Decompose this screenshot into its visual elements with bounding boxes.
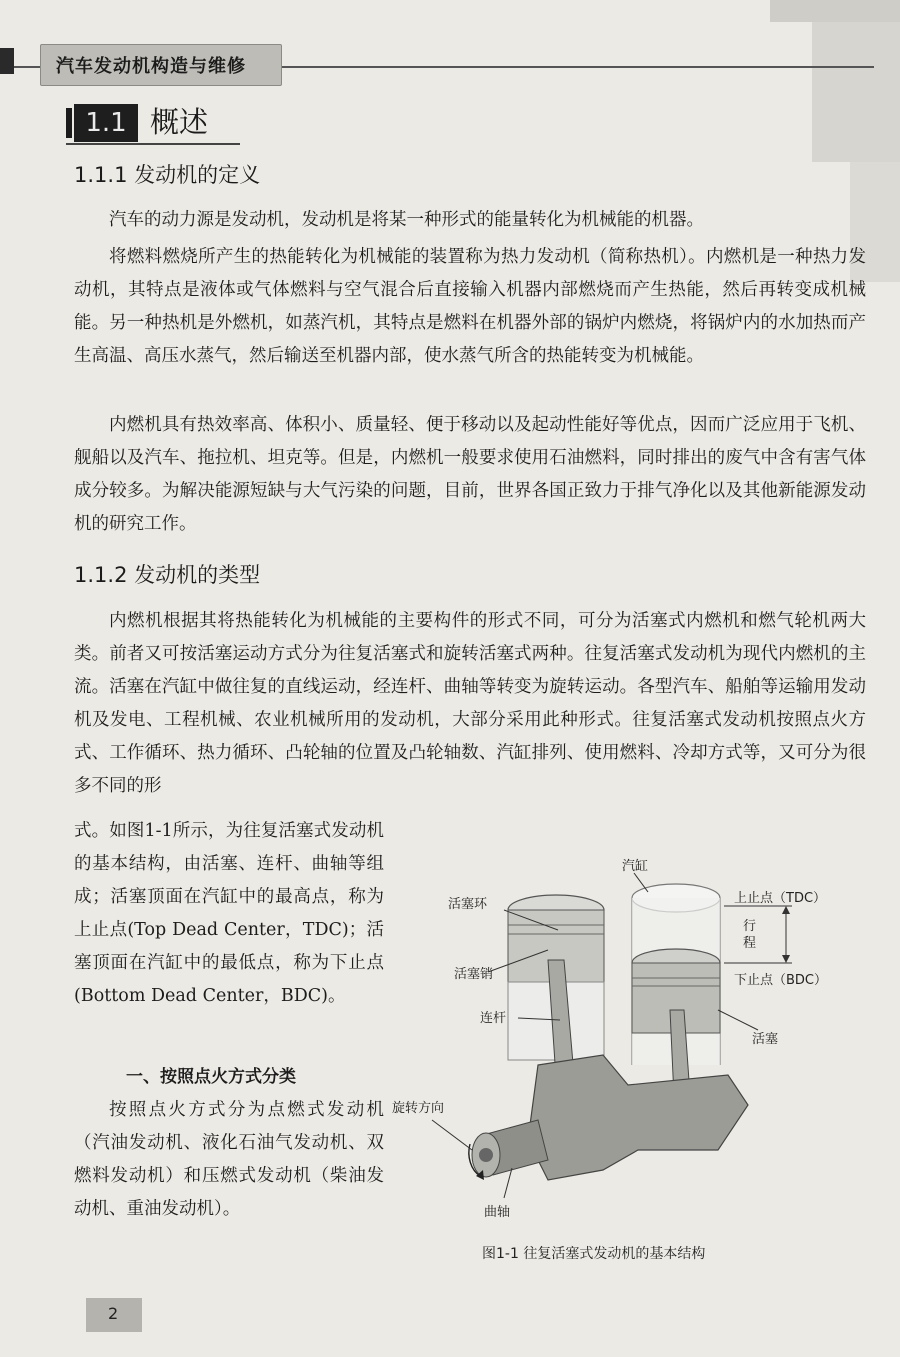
paragraph-left: 式。如图1-1所示，为往复活塞式发动机的基本结构，由活塞、连杆、曲轴等组成；活塞顶面在汽缸中的最高点，称为上止点(Top Dead Center，TDC)；活塞顶面在汽缸中的最低点，称为下止点(Bottom Dead Center，BDC)。 [74,821,384,1006]
section-bar [66,108,72,138]
subsection-title-types: 1.1.2 发动机的类型 [74,563,261,587]
label-cylinder: 汽缸 [622,859,649,874]
paragraph-left: 按照点火方式分为点燃式发动机（汽油发动机、液化石油气发动机、双燃料发动机）和压燃式发动机（柴油发动机、重油发动机）。 [74,1100,384,1219]
label-piston-ring: 活塞环 [448,897,488,912]
header-mark [0,48,14,74]
section-title: 概述 [150,105,209,139]
engine-structure-figure [388,850,868,1260]
arrow-up [782,906,790,914]
label-rod: 连杆 [480,1011,507,1026]
leader-line [718,1010,758,1030]
leader-line [432,1120,472,1150]
decor-block [812,22,900,162]
section-underline [66,143,240,145]
paragraph: 汽车的动力源是发动机，发动机是将某一种形式的能量转化为机械能的机器。 [109,210,704,230]
paragraph: 将燃料燃烧所产生的热能转化为机械能的装置称为热力发动机（简称热机）。内燃机是一种热力发动机，其特点是液体或气体燃料与空气混合后直接输入机器内部燃烧而产生热能，然后再转变成机械能。另一种热机是外燃机，如蒸汽机，其特点是燃料在机器外部的锅炉内燃烧，将锅炉内的水加热而产生高温、高压水蒸气，然后输送至机器内部，使水蒸气所含的热能转变为机械能。 [74,247,866,366]
arrow-down [782,955,790,963]
label-bdc: 下止点（BDC） [734,973,828,988]
heading-ignition: 一、按照点火方式分类 [126,1067,296,1087]
paragraph: 内燃机根据其将热能转化为机械能的主要构件的形式不同，可分为活塞式内燃机和燃气轮机两大类。前者又可按活塞运动方式分为往复活塞式和旋转活塞式两种。往复活塞式发动机为现代内燃机的主流。活塞在汽缸中做往复的直线运动，经连杆、曲轴等转变为旋转运动。各型汽车、船舶等运输用发动机及发电、工程机械、农业机械所用的发动机，大部分采用此种形式。往复活塞式发动机按照点火方式、工作循环、热力循环、凸轮轴的位置及凸轮轴数、汽缸排列、使用燃料、冷却方式等，又可分为很多不同的形 [74,611,866,796]
figure-caption: 图1-1 往复活塞式发动机的基本结构 [482,1246,706,1262]
book-title: 汽车发动机构造与维修 [56,56,246,77]
label-stroke-1: 行 [743,919,757,934]
decor-block [770,0,900,22]
label-piston: 活塞 [752,1032,779,1047]
leader-line [504,1168,512,1198]
label-piston-pin: 活塞销 [454,967,494,982]
section-number: 1.1 [74,104,138,142]
crankshaft-hole [479,1148,493,1162]
label-crankshaft: 曲轴 [484,1205,511,1220]
crankshaft-body [528,1055,748,1180]
label-tdc: 上止点（TDC） [734,891,827,906]
subsection-title-definition: 1.1.1 发动机的定义 [74,163,261,187]
label-rotation: 旋转方向 [392,1101,445,1116]
page-number: 2 [108,1304,119,1323]
label-stroke-2: 程 [743,936,757,951]
paragraph: 内燃机具有热效率高、体积小、质量轻、便于移动以及起动性能好等优点，因而广泛应用于飞机、舰船以及汽车、拖拉机、坦克等。但是，内燃机一般要求使用石油燃料，同时排出的废气中含有害气体成分较多。为解决能源短缺与大气污染的问题，目前，世界各国正致力于排气净化以及其他新能源发动机的研究工作。 [74,415,866,534]
